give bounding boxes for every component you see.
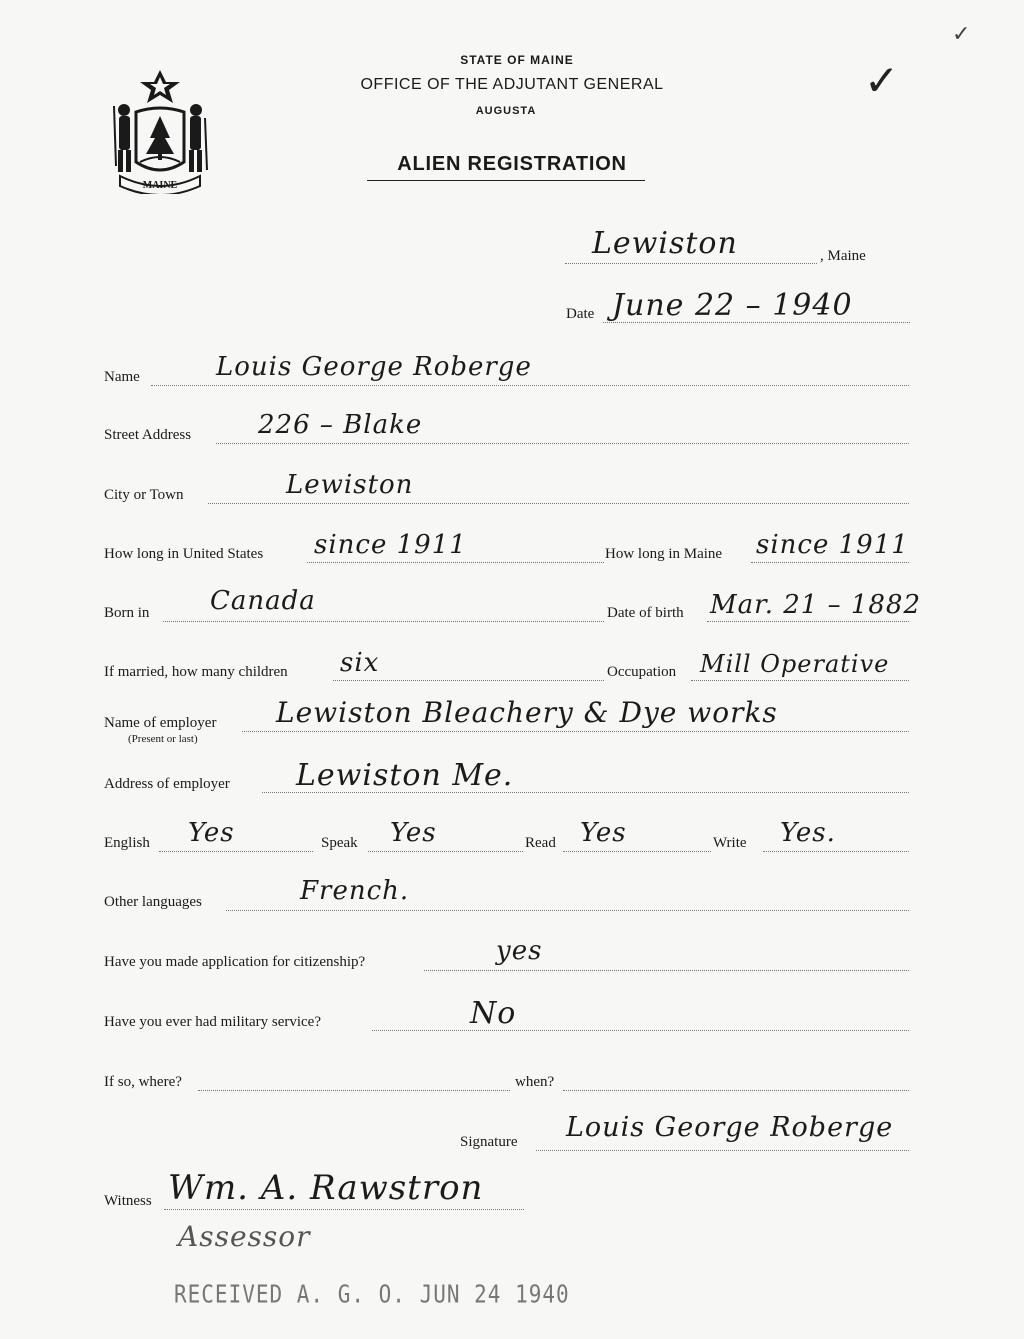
write-line — [763, 851, 909, 852]
city-label: City or Town — [104, 487, 184, 503]
witness-title: Assessor — [178, 1220, 311, 1253]
signature-value: Louis George Roberge — [566, 1112, 894, 1143]
employer-address-label: Address of employer — [104, 776, 230, 792]
born-in-line — [163, 621, 604, 622]
checkmark-icon: ✓ — [864, 56, 900, 105]
citizenship-line — [424, 970, 909, 971]
occupation-label: Occupation — [607, 664, 677, 680]
place-value: Lewiston — [592, 226, 738, 261]
where-line — [198, 1090, 510, 1091]
military-label: Have you ever had military service? — [104, 1014, 321, 1030]
dob-value: Mar. 21 – 1882 — [710, 590, 922, 620]
children-line — [333, 680, 604, 681]
when-label: when? — [515, 1074, 555, 1090]
years-us-value: since 1911 — [314, 530, 467, 560]
witness-value: Wm. A. Rawstron — [168, 1168, 484, 1208]
born-in-value: Canada — [210, 586, 316, 616]
when-line — [563, 1090, 909, 1091]
years-maine-value: since 1911 — [756, 530, 909, 560]
witness-label: Witness — [104, 1193, 152, 1209]
born-in-label: Born in — [104, 605, 150, 621]
city-line — [208, 503, 909, 504]
years-us-line — [307, 562, 604, 563]
date-label: Date — [566, 306, 595, 322]
date-value: June 22 – 1940 — [612, 288, 853, 323]
english-line — [159, 851, 313, 852]
corner-checkmark-icon: ✓ — [952, 22, 971, 47]
seal-banner-text: MAINE — [142, 180, 178, 191]
read-label: Read — [525, 835, 556, 851]
title-underline — [367, 180, 645, 181]
dob-label: Date of birth — [607, 605, 684, 621]
where-label: If so, where? — [104, 1074, 182, 1090]
years-us-label: How long in United States — [104, 546, 264, 562]
place-line — [565, 263, 817, 264]
state-heading: STATE OF MAINE — [460, 53, 574, 67]
name-value: Louis George Roberge — [216, 352, 532, 382]
name-line — [151, 385, 909, 386]
children-label: If married, how many children — [104, 664, 288, 680]
write-value: Yes. — [780, 818, 836, 848]
street-value: 226 – Blake — [258, 410, 423, 440]
street-line — [216, 443, 909, 444]
employer-line — [242, 731, 909, 732]
speak-label: Speak — [321, 835, 358, 851]
place-suffix: , Maine — [820, 248, 866, 264]
english-label: English — [104, 835, 150, 851]
street-label: Street Address — [104, 427, 192, 443]
signature-label: Signature — [460, 1134, 518, 1150]
speak-value: Yes — [390, 818, 437, 848]
office-heading: OFFICE OF THE ADJUTANT GENERAL — [360, 76, 664, 93]
other-languages-line — [226, 910, 909, 911]
witness-line — [164, 1209, 524, 1210]
name-label: Name — [104, 369, 140, 385]
form-title: ALIEN REGISTRATION — [397, 153, 627, 175]
other-languages-label: Other languages — [104, 894, 202, 910]
other-languages-value: French. — [300, 876, 410, 906]
children-value: six — [340, 648, 380, 678]
employer-address-value: Lewiston Me. — [296, 758, 514, 793]
citizenship-value: yes — [496, 936, 543, 966]
speak-line — [368, 851, 523, 852]
employer-label: Name of employer — [104, 715, 217, 731]
dob-line — [707, 621, 909, 622]
employer-sublabel: (Present or last) — [128, 733, 198, 745]
english-value: Yes — [188, 818, 235, 848]
city-value: Lewiston — [286, 470, 414, 500]
employer-value: Lewiston Bleachery & Dye works — [276, 696, 778, 729]
years-maine-line — [751, 562, 909, 563]
received-stamp: RECEIVED A. G. O. JUN 24 1940 — [174, 1279, 570, 1309]
years-maine-label: How long in Maine — [605, 546, 723, 562]
military-line — [372, 1030, 909, 1031]
read-value: Yes — [580, 818, 627, 848]
occupation-value: Mill Operative — [700, 650, 890, 678]
occupation-line — [691, 680, 909, 681]
military-value: No — [470, 996, 517, 1031]
city-heading: AUGUSTA — [475, 105, 537, 117]
write-label: Write — [713, 835, 747, 851]
read-line — [563, 851, 711, 852]
citizenship-label: Have you made application for citizenship? — [104, 954, 366, 970]
signature-line — [536, 1150, 909, 1151]
